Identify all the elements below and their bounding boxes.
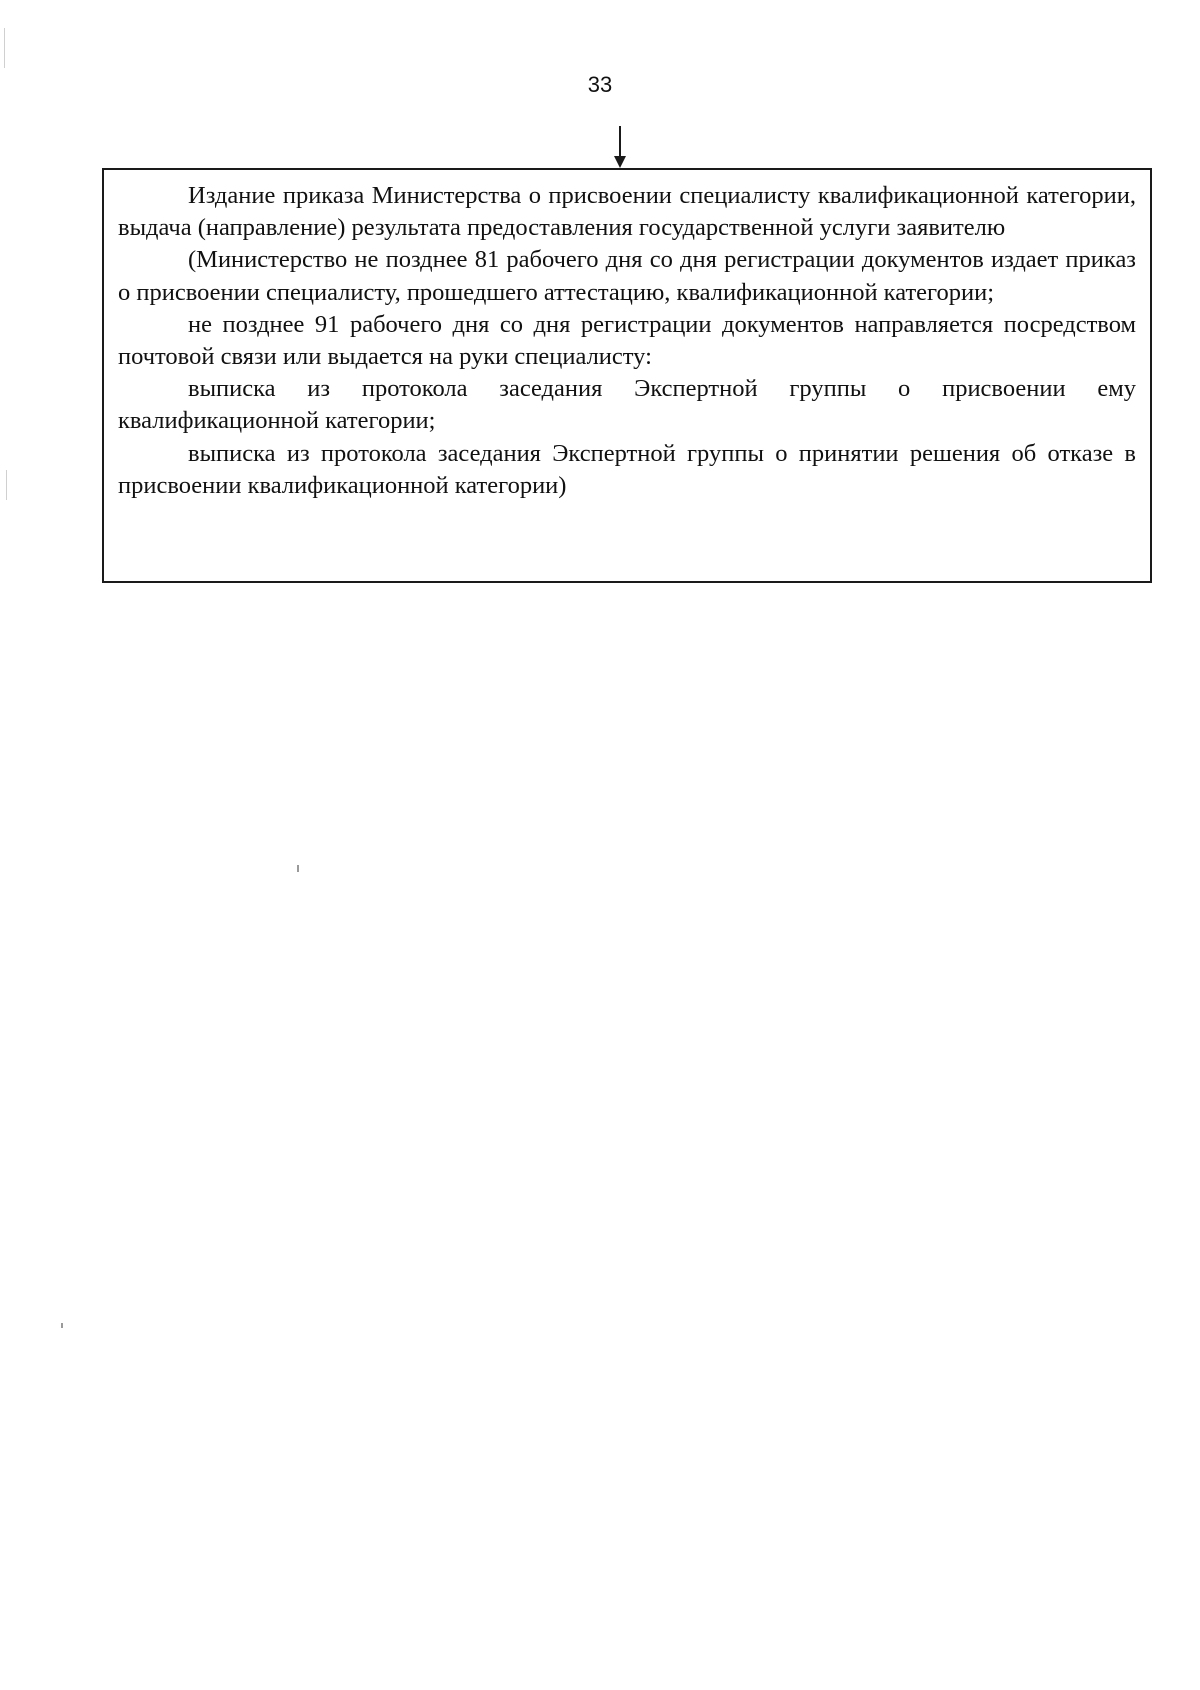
step-extract-assigned-paragraph: выписка из протокола заседания Экспертной группы о присвоении ему квалификационной категории; bbox=[118, 375, 1136, 435]
step-ministry-order-paragraph: (Министерство не позднее 81 рабочего дня со дня регистрации документов издает приказ о присвоении специалисту, прошедшего аттестацию, квалификационной категории; bbox=[118, 246, 1136, 306]
scan-speck bbox=[61, 1323, 63, 1328]
flow-arrow-down-icon bbox=[612, 126, 628, 168]
step-extract-refusal-paragraph: выписка из протокола заседания Экспертной группы о принятии решения об отказе в присвоении квалификационной категории) bbox=[118, 439, 1136, 499]
step-title-paragraph: Издание приказа Министерства о присвоении специалисту квалификационной категории, выдача (направление) результата предоставления государственной услуги заявителю bbox=[118, 182, 1136, 242]
step-delivery-paragraph: не позднее 91 рабочего дня со дня регистрации документов направляется посредством почтовой связи или выдается на руки специалисту: bbox=[118, 310, 1136, 371]
flowchart-step-box bbox=[102, 168, 1152, 583]
scan-speck bbox=[297, 865, 299, 872]
scan-edge-mark bbox=[4, 28, 5, 68]
page-number: 33 bbox=[587, 72, 613, 97]
scan-edge-mark bbox=[6, 470, 7, 500]
